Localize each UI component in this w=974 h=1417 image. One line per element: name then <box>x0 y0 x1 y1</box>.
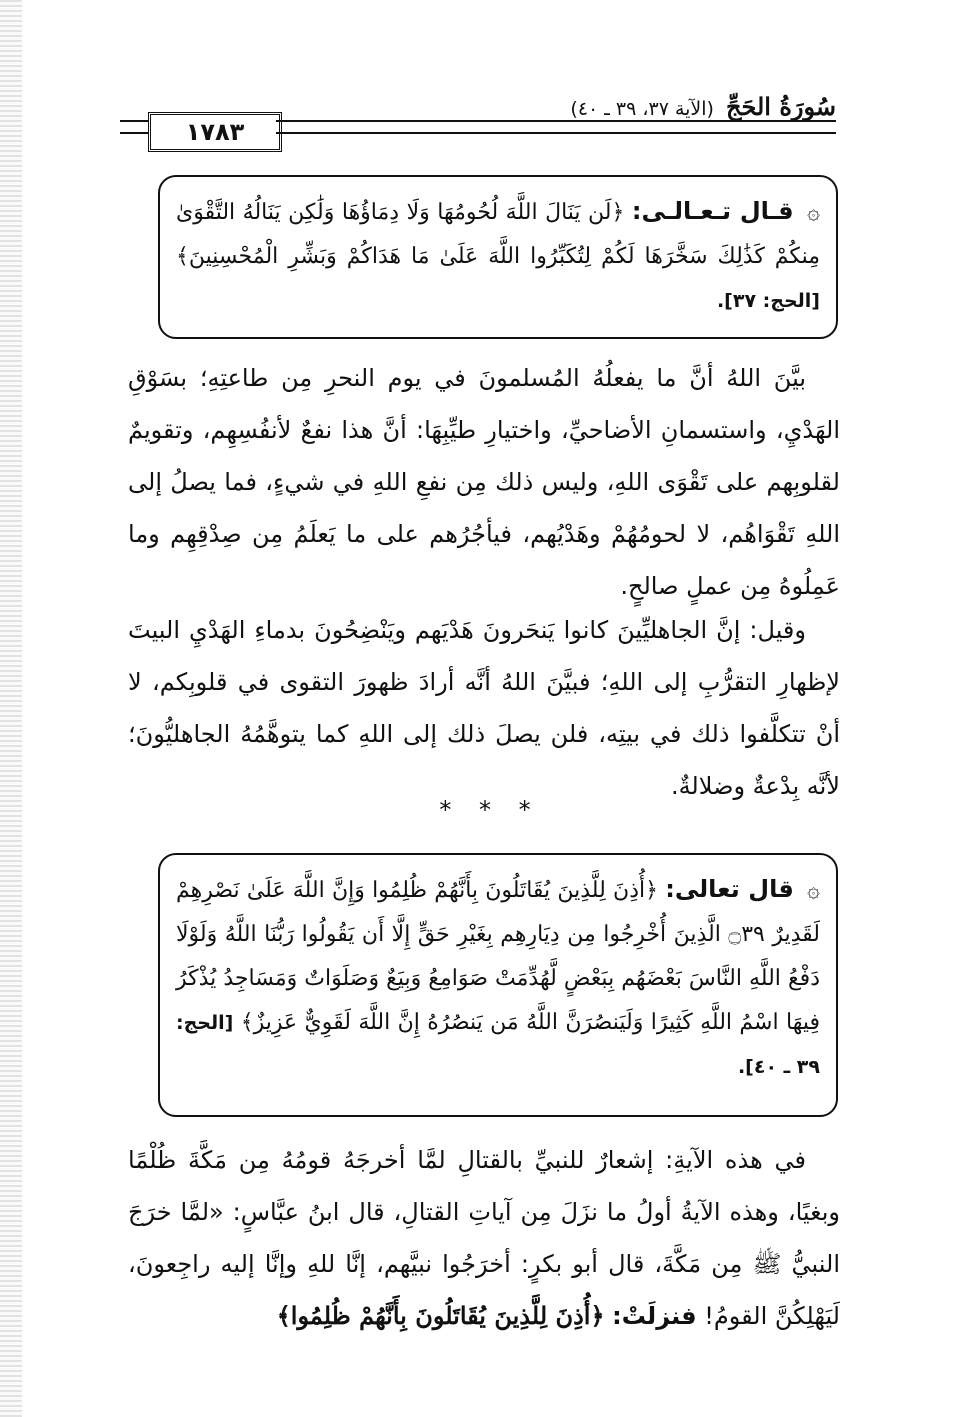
scan-edge <box>0 0 22 1417</box>
ayah-text: ﴿أُذِنَ لِلَّذِينَ يُقَاتَلُونَ بِأَنَّهُمْ ظُلِمُوا وَإِنَّ اللَّهَ عَلَىٰ نَصْرِهِمْ لَقَدِيرٌ ۝٣٩ الَّذِينَ أُخْرِجُوا مِن دِيَارِهِم بِغَيْرِ حَقٍّ إِلَّا أَن يَقُولُوا رَبُّنَا اللَّهُ وَلَوْلَا دَفْعُ اللَّهِ النَّاسَ بَعْضَهُم بِبَعْضٍ لَّهُدِّمَتْ صَوَامِعُ وَبِيَعٌ وَصَلَوَاتٌ وَمَسَاجِدُ يُذْكَرُ فِيهَا اسْمُ اللَّهِ كَثِيرًا وَلَيَنصُرَنَّ اللَّهُ مَن يَنصُرُهُ إِنَّ اللَّهَ لَقَوِيٌّ عَزِيزٌ﴾ <box>176 878 820 1035</box>
running-head <box>570 92 836 121</box>
header-rule-left <box>120 120 148 134</box>
quran-verse-box-2 <box>158 853 838 1117</box>
verse-intro: قال تعالى: <box>665 875 794 903</box>
verse-reference: [الحج: ٣٧]. <box>716 290 820 312</box>
revelation-marker: فنزلَتْ: <box>612 1302 697 1330</box>
ayah-text: ﴿لَن يَنَالَ اللَّهَ لُحُومُهَا وَلَا دِمَاؤُهَا وَلَٰكِن يَنَالُهُ التَّقْوَىٰ مِنكُمْ كَذَٰلِكَ سَخَّرَهَا لَكُمْ لِتُكَبِّرُوا اللَّهَ عَلَىٰ مَا هَدَاكُمْ وَبَشِّرِ الْمُحْسِنِينَ﴾ <box>176 200 820 269</box>
sura-title: سُورَةُ الحَجِّ <box>726 92 836 121</box>
verse-ornament-icon: ۞ <box>807 878 821 903</box>
commentary-paragraph-3 <box>128 1134 840 1342</box>
header-rule-right <box>276 120 836 134</box>
paragraph-text: في هذه الآيةِ: إشعارٌ للنبيِّ بالقتالِ لمَّا أخرجَهُ قومُهُ مِن مَكَّةَ ظُلْمًا وبغيًا، وهذه الآيةُ أولُ ما نزَلَ مِن آياتِ القتالِ، قال ابنُ عبَّاسٍ: «لمَّا خرَجَ النبيُّ ﷺ مِن مَكَّةَ، قال أبو بكرٍ: أخرَجُوا نبيَّهم، إنَّا للهِ وإنَّا إليه راجِعونَ، لَيَهْلِكُنَّ القومُ! <box>128 1146 840 1330</box>
page-header <box>120 92 836 150</box>
section-separator: * * * <box>439 796 541 824</box>
verse-reference: [الحج: ٣٩ ـ ٤٠]. <box>176 1012 820 1078</box>
verse-intro: قـال تـعـالـى: <box>631 197 794 225</box>
commentary-paragraph-1: بيَّنَ اللهُ أنَّ ما يفعلُهُ المُسلمونَ في يوم النحرِ مِن طاعتِهِ؛ بسَوْقِ الهَدْيِ، واستسمانِ الأضاحيِّ، واختيارِ طيِّبِهَا: أنَّ هذا نفعٌ لأنفُسِهِم، وتقويمٌ لقلوبِهم على تَقْوَى اللهِ، وليس ذلك مِن نفعِ اللهِ في شيءٍ، فما يصلُ إلى اللهِ تَقْوَاهُم، لا لحومُهُمْ وهَدْيُهم، فيأجُرُهم على ما يَعلَمُ مِن صِدْقِهِم وما عَمِلُوهُ مِن عملٍ صالحٍ. <box>128 364 840 600</box>
page-number: ١٧٨٣ <box>148 112 282 152</box>
verse-range: (الآية ٣٧، ٣٩ ـ ٤٠) <box>570 98 714 120</box>
commentary-paragraph-2: وقيل: إنَّ الجاهليِّينَ كانوا يَنحَرونَ هَدْيَهم ويَنْضِحُونَ بدماءِ الهَدْيِ البيتَ لإظهارِ التقرُّبِ إلى اللهِ؛ فبيَّنَ اللهُ أنَّه أرادَ ظهورَ التقوى في قلوبِكم، لا أنْ تتكلَّفوا ذلك في بيتِه، فلن يصلَ ذلك إلى اللهِ كما يتوهَّمُهُ الجاهليُّونَ؛ لأنَّه بِدْعةٌ وضلالةٌ. <box>128 616 840 800</box>
ayah-quote: ﴿أُذِنَ لِلَّذِينَ يُقَاتَلُونَ بِأَنَّهُمْ ظُلِمُوا﴾ <box>276 1301 605 1330</box>
verse-ornament-icon: ۞ <box>807 200 821 225</box>
quran-verse-box-1 <box>158 175 838 339</box>
